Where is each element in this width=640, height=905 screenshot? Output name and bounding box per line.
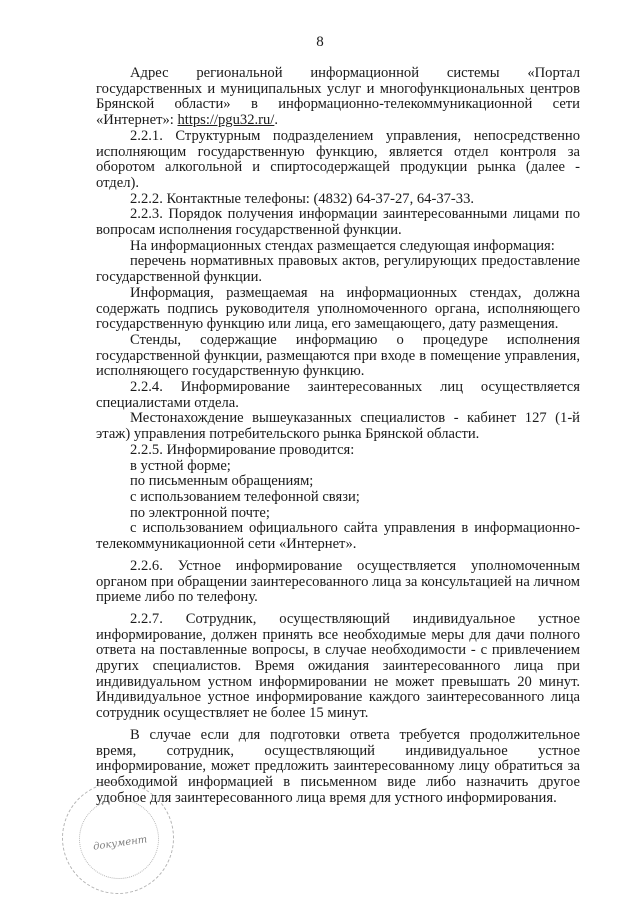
- paragraph-2-2-1: 2.2.1. Структурным подразделением управления, непосредственно исполняющим государственную функцию, является отдел контроля за оборотом алкогольной и спиртосодержащей продукции рынка (далее - отдел).: [96, 127, 580, 191]
- list-item-website: с использованием официального сайта управления в информационно-телекоммуникационной сети «Интернет».: [96, 520, 580, 553]
- paragraph-2-2-3: 2.2.3. Порядок получения информации заинтересованными лицами по вопросам исполнения государственной функции.: [96, 206, 580, 239]
- paragraph-office-location: Местонахождение вышеуказанных специалистов - кабинет 127 (1-й этаж) управления потребительского рынка Брянской области.: [96, 410, 580, 443]
- paragraph-2-2-4: 2.2.4. Информирование заинтересованных лиц осуществляется специалистами отдела.: [96, 379, 580, 411]
- paragraph-stands-info: На информационных стендах размещается следующая информация:: [130, 237, 555, 254]
- official-seal: [62, 782, 174, 894]
- list-item-written: по письменным обращениям;: [130, 473, 314, 490]
- portal-link[interactable]: https://pgu32.ru/: [177, 112, 275, 129]
- list-item-email: по электронной почте;: [130, 504, 270, 521]
- seal-text: документ: [92, 834, 148, 853]
- document-body: [96, 66, 580, 806]
- paragraph-stands-location: Стенды, содержащие информацию о процедуре исполнения государственной функции, размещаются при входе в помещение управления, исполняющего государственную функцию.: [96, 331, 580, 380]
- paragraph-long-response: В случае если для подготовки ответа требуется продолжительное время, сотрудник, осуществляющий индивидуальное устное информирование, может предложить заинтересованному лицу обратиться за необходимой информацией в письменном виде либо назначить другое удобное для заинтересованного лица время для устного информирования.: [96, 726, 580, 806]
- list-item-oral: в устной форме;: [130, 457, 231, 474]
- list-item-phone: с использованием телефонной связи;: [130, 488, 360, 505]
- paragraph-portal-address: Адрес региональной информационной системы «Портал государственных и муниципальных услуг и многофункциональных центров Брянской области» в информационно-телекоммуникационной сети «Интернет»: https://pgu32.ru/.: [96, 65, 580, 129]
- paragraph-2-2-6: 2.2.6. Устное информирование осуществляется уполномоченным органом при обращении заинтересованного лица за консультацией на личном приеме либо по телефону.: [96, 557, 580, 606]
- paragraph-2-2-5: 2.2.5. Информирование проводится:: [130, 441, 355, 458]
- paragraph-2-2-2: 2.2.2. Контактные телефоны: (4832) 64-37-27, 64-37-33.: [130, 190, 475, 207]
- page-number: 8: [316, 34, 324, 50]
- paragraph-2-2-7: 2.2.7. Сотрудник, осуществляющий индивидуальное устное информирование, должен принять все необходимые меры для дачи полного ответа на поставленные вопросы, в случае необходимости - с привлечением других специалистов. Время ожидания заинтересованного лица при индивидуальном устном информировании не может превышать 20 минут. Индивидуальное устное информирование каждого заинтересованного лица сотрудник осуществляет не более 15 минут.: [96, 610, 580, 722]
- paragraph-stands-signature: Информация, размещаемая на информационных стендах, должна содержать подпись руководителя уполномоченного органа, исполняющего государственную функцию или лица, его замещающего, дату размещения.: [96, 284, 580, 333]
- paragraph-acts-list: перечень нормативных правовых актов, регулирующих предоставление государственной функции.: [96, 253, 580, 286]
